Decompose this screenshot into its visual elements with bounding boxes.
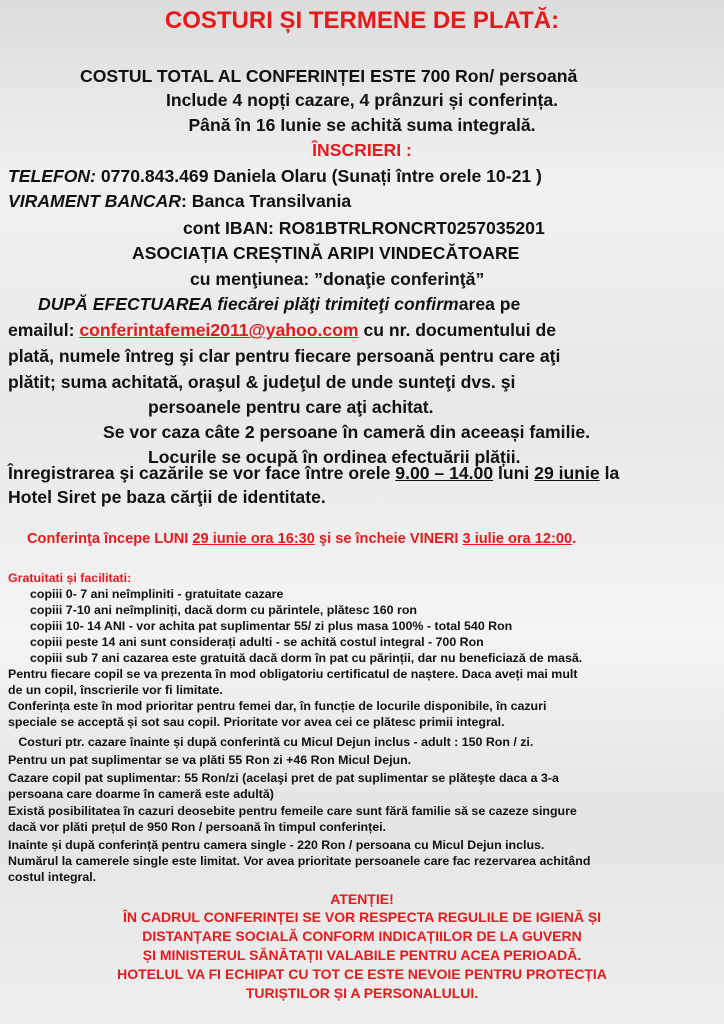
info-line-11: Inainte și după conferință pentru camera single - 220 Ron / persoana cu Micul Dejun inclus. [8,838,545,852]
bank-label: VIRAMENT BANCAR [8,191,181,211]
attention-title: ATENȚIE! [330,891,394,907]
info-line-3: Conferința este în mod prioritar pentru femei dar, în funcție de locurile disponibile, în cazuri [8,699,547,713]
child-rule-3: copiii 10- 14 ANI - vor achita pat suplimentar 55/ zi plus masa 100% - total 540 Ron [30,619,513,633]
email-prefix: emailul: [8,320,80,340]
email-link[interactable]: conferintafemei2011@yahoo.com [79,320,359,340]
email-suffix: cu nr. documentului de [358,320,557,340]
child-rule-5: copiii sub 7 ani cazarea este gratuită dacă dorm în pat cu părinții, dar nu beneficiază de masă. [30,651,583,665]
conference-schedule [27,530,576,548]
conference-pre: Conferinţa începe LUNI [27,531,193,547]
payment-details-line-1: plată, numele întreg şi clar pentru fiecare persoană pentru care aţi [8,346,561,366]
hotel-line: Hotel Siret pe baza cărţii de identitate. [8,487,326,507]
child-rule-4: copiii peste 14 ani sunt considerați adulti - se achită costul integral - 700 Ron [30,635,484,649]
mention-line: cu menţiunea: ”donaţie conferinţă” [190,269,485,289]
attention-line-2: DISTANȚARE SOCIALĂ CONFORM INDICAȚIILOR DE LA GUVERN [142,928,582,944]
info-line-8: persoana care doarme în cameră este adultă) [8,787,274,801]
info-line-6: Pentru un pat suplimentar se va plăti 55 Ron zi +46 Ron Micul Dejun. [8,753,412,767]
registration-pre: Înregistrarea şi cazările se vor face între orele [8,463,396,483]
conference-start: 29 iunie ora 16:30 [192,531,315,547]
bank-line [8,191,351,212]
total-cost-line: COSTUL TOTAL AL CONFERINȚEI ESTE 700 Ron/ persoană [80,66,578,86]
registration-day: 29 iunie [534,463,600,483]
places-line: Locurile se ocupă în ordinea efectuării plății. [148,447,521,467]
info-line-12: Numărul la camerele single este limitat. Vor avea prioritate persoanele care fac rezervarea achitând [8,854,591,868]
conference-mid: şi se încheie VINERI [314,531,463,547]
info-line-9: Există posibilitatea în cazuri deosebite pentru femeile care sunt fără familie să se cazeze singure [8,804,577,818]
info-line-7: Cazare copil pat suplimentar: 55 Ron/zi (acelaşi pret de pat suplimentar se plăteşte daca a 3-a [8,771,559,785]
payment-details-line-3: persoanele pentru care aţi achitat. [148,397,434,417]
info-line-2: de un copil, înscrierile vor fi limitate. [8,683,223,697]
accommodation-line: Se vor caza câte 2 persoane în cameră din aceeași familie. [103,422,591,442]
attention-line-4: HOTELUL VA FI ECHIPAT CU TOT CE ESTE NEVOIE PENTRU PROTECȚIA [117,966,607,982]
registration-post: la [599,463,620,483]
after-payment-line [38,294,520,315]
registration-mid: luni [493,463,535,483]
phone-value: 0770.843.469 Daniela Olaru (Sunați între orele 10-21 ) [100,166,542,186]
phone-label: TELEFON: [8,166,96,186]
child-rule-1: copiii 0- 7 ani neîmpliniti - gratuitate cazare [30,587,284,601]
registration-hours: 9.00 – 14.00 [395,463,494,483]
association-name: ASOCIAȚIA CREȘTINĂ ARIPI VINDECĂTOARE [132,243,520,263]
iban-line: cont IBAN: RO81BTRLRONCRT0257035201 [183,218,545,238]
conference-post: . [572,531,577,547]
facilities-title: Gratuitati și facilitati: [8,571,132,585]
attention-line-1: ÎN CADRUL CONFERINȚEI SE VOR RESPECTA REGULILE DE IGIENĂ ȘI [122,909,602,925]
info-line-13: costul integral. [8,870,97,884]
info-line-1: Pentru fiecare copil se va prezenta în mod obligatoriu certificatul de naștere. Daca aveți mai mult [8,667,578,681]
after-payment-rest: area pe [458,294,521,314]
payment-details-line-2: plătit; suma achitată, oraşul & judeţul de unde sunteţi dvs. şi [8,372,516,392]
phone-line [8,166,542,187]
child-rule-2: copiii 7-10 ani neîmpliniți, dacă dorm cu părintele, plătesc 160 ron [30,603,417,617]
registration-line [8,463,619,484]
attention-line-5: TURIȘTILOR ȘI A PERSONALULUI. [245,985,479,1001]
attention-line-3: ȘI MINISTERUL SĂNĂTAȚII VALABILE PENTRU ACEA PERIOADĂ. [142,947,582,963]
after-payment-emph: DUPĂ EFECTUAREA fiecărei plăţi trimiteţi confirm [38,294,459,314]
page-title: COSTURI ȘI TERMENE DE PLATĂ: [164,7,560,34]
email-line [8,320,556,341]
info-line-10: dacă vor plăti prețul de 950 Ron / persoană în timpul conferinței. [8,820,386,834]
info-line-5: Costuri ptr. cazare înainte și după conferintă cu Micul Dejun inclus - adult : 150 Ron / zi. [8,735,534,749]
conference-end: 3 iulie ora 12:00 [462,531,573,547]
info-line-4: speciale se acceptă și sot sau copil. Prioritate vor avea cei ce plătesc primii integral. [8,715,505,729]
bank-value: : Banca Transilvania [181,191,352,211]
includes-line: Include 4 nopți cazare, 4 prânzuri și conferința. [165,90,559,110]
deadline-line: Până în 16 Iunie se achită suma integrală. [188,115,536,135]
inscrieri-heading: ÎNSCRIERI : [312,140,412,160]
